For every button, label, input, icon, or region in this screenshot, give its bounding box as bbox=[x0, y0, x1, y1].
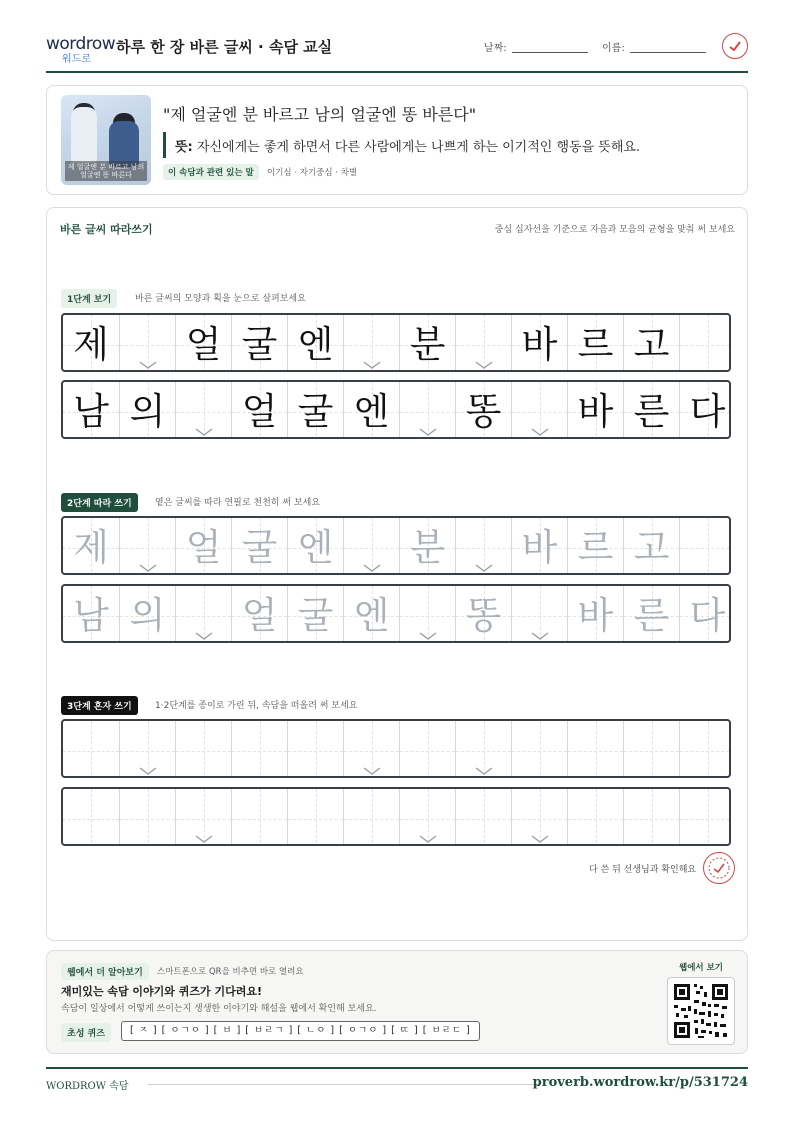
guide-line-horizontal bbox=[456, 819, 511, 820]
grid-character: 엔 bbox=[297, 526, 334, 569]
space-mark-icon bbox=[531, 835, 549, 844]
grid-cell[interactable] bbox=[399, 586, 455, 643]
grid-cell[interactable] bbox=[511, 789, 567, 846]
trace-row-2[interactable] bbox=[61, 584, 731, 643]
guide-line-horizontal bbox=[680, 751, 731, 752]
space-mark-icon bbox=[419, 632, 437, 641]
date-label: 날짜: bbox=[484, 43, 507, 54]
grid-cell[interactable] bbox=[343, 586, 399, 643]
grid-cell[interactable] bbox=[455, 721, 511, 778]
guide-line-horizontal bbox=[344, 751, 399, 752]
view-row-2 bbox=[61, 380, 731, 439]
guide-line-horizontal bbox=[456, 548, 511, 549]
grid-cell[interactable] bbox=[399, 721, 455, 778]
guide-line-horizontal bbox=[344, 548, 399, 549]
grid-cell bbox=[455, 315, 511, 372]
grid-character: 엔 bbox=[353, 594, 390, 637]
grid-cell bbox=[343, 315, 399, 372]
grid-character: 의 bbox=[129, 594, 166, 637]
grid-character: 엔 bbox=[297, 323, 334, 366]
guide-line-horizontal bbox=[680, 819, 731, 820]
grid-cell[interactable] bbox=[63, 586, 119, 643]
check-stamp-icon bbox=[722, 33, 748, 59]
guide-line-horizontal bbox=[176, 751, 231, 752]
guide-line-vertical bbox=[708, 721, 709, 778]
grid-character: 르 bbox=[577, 323, 614, 366]
footer-brand: WORDROW 속담 bbox=[46, 1081, 129, 1092]
footer-line bbox=[148, 1084, 540, 1085]
guide-line-vertical bbox=[708, 518, 709, 575]
guide-line-vertical bbox=[260, 721, 261, 778]
grid-cell bbox=[567, 315, 623, 372]
web-tag: 웹에서 더 알아보기 bbox=[61, 963, 149, 980]
guide-line-vertical bbox=[708, 315, 709, 372]
grid-character: 엔 bbox=[353, 390, 390, 433]
grid-cell[interactable] bbox=[623, 518, 679, 575]
guide-line-horizontal bbox=[120, 548, 175, 549]
grid-character: 남 bbox=[73, 390, 109, 433]
proverb-card bbox=[46, 85, 748, 195]
space-mark-icon bbox=[363, 767, 381, 776]
web-info-box bbox=[46, 950, 748, 1054]
guide-line-vertical bbox=[316, 721, 317, 778]
guide-line-horizontal bbox=[680, 548, 731, 549]
guide-line-horizontal bbox=[120, 345, 175, 346]
grid-character: 고 bbox=[633, 526, 670, 569]
space-mark-icon bbox=[139, 767, 157, 776]
grid-cell[interactable] bbox=[287, 721, 343, 778]
grid-cell bbox=[287, 315, 343, 372]
guide-line-vertical bbox=[708, 789, 709, 846]
space-mark-icon bbox=[475, 564, 493, 573]
practice-title: 바른 글씨 따라쓰기 bbox=[60, 223, 153, 236]
guide-line-vertical bbox=[260, 789, 261, 846]
grid-cell[interactable] bbox=[231, 721, 287, 778]
guide-line-horizontal bbox=[63, 751, 119, 752]
grid-character: 굴 bbox=[241, 526, 278, 569]
meaning-label: 뜻: bbox=[175, 140, 193, 155]
guide-line-vertical bbox=[91, 721, 92, 778]
grid-cell[interactable] bbox=[511, 586, 567, 643]
grid-cell bbox=[175, 315, 231, 372]
meaning-accent-bar bbox=[163, 132, 166, 158]
space-mark-icon bbox=[139, 361, 157, 370]
guide-line-horizontal bbox=[344, 819, 399, 820]
guide-line-vertical bbox=[652, 789, 653, 846]
grid-character: 똥 bbox=[465, 594, 502, 637]
grid-cell[interactable] bbox=[231, 789, 287, 846]
logo-wordmark: wordrow bbox=[46, 34, 116, 54]
web-description: 속담이 일상에서 어떻게 쓰이는지 생생한 이야기와 해설을 웹에서 확인해 보세요. bbox=[61, 1004, 377, 1014]
grid-cell[interactable] bbox=[623, 586, 679, 643]
guide-line-horizontal bbox=[344, 345, 399, 346]
grid-character: 제 bbox=[73, 323, 109, 366]
grid-cell bbox=[511, 382, 567, 439]
grid-cell[interactable] bbox=[119, 789, 175, 846]
qr-hint: 스마트폰으로 QR을 비추면 바로 열려요 bbox=[157, 967, 304, 977]
guide-line-vertical bbox=[596, 789, 597, 846]
illustration-caption: 제 얼굴엔 분 바르고 남의 얼굴엔 똥 바른다 bbox=[65, 161, 147, 181]
grid-character: 얼 bbox=[241, 594, 278, 637]
grid-character: 얼 bbox=[241, 390, 278, 433]
grid-cell[interactable] bbox=[679, 721, 731, 778]
date-field[interactable] bbox=[512, 52, 588, 53]
guide-line-horizontal bbox=[568, 751, 623, 752]
name-field[interactable] bbox=[630, 52, 706, 53]
grid-cell bbox=[175, 382, 231, 439]
meaning-text: 자신에게는 좋게 하면서 다른 사람에게는 나쁘게 하는 이기적인 행동을 뜻해요. bbox=[196, 140, 641, 155]
guide-line-horizontal bbox=[512, 412, 567, 413]
grid-cell bbox=[231, 382, 287, 439]
grid-cell[interactable] bbox=[679, 586, 731, 643]
grid-cell[interactable] bbox=[175, 518, 231, 575]
space-mark-icon bbox=[363, 361, 381, 370]
trace-row-1[interactable] bbox=[61, 516, 731, 575]
grid-character: 굴 bbox=[297, 594, 334, 637]
grid-cell[interactable] bbox=[231, 518, 287, 575]
step2-desc: 옅은 글씨를 따라 연필로 천천히 써 보세요 bbox=[155, 498, 320, 508]
guide-line-vertical bbox=[91, 789, 92, 846]
grid-cell[interactable] bbox=[567, 721, 623, 778]
grid-cell[interactable] bbox=[119, 586, 175, 643]
qr-label: 웹에서 보기 bbox=[679, 963, 724, 973]
grid-cell[interactable] bbox=[119, 518, 175, 575]
related-label: 이 속담과 관련 있는 말 bbox=[163, 164, 259, 180]
guide-line-horizontal bbox=[176, 412, 231, 413]
grid-cell[interactable] bbox=[343, 789, 399, 846]
space-mark-icon bbox=[195, 428, 213, 437]
guide-line-horizontal bbox=[120, 751, 175, 752]
space-mark-icon bbox=[419, 428, 437, 437]
grid-cell bbox=[679, 382, 731, 439]
view-row-1 bbox=[61, 313, 731, 372]
grid-character: 바 bbox=[521, 526, 558, 569]
grid-character: 분 bbox=[409, 323, 446, 366]
grid-cell[interactable] bbox=[231, 586, 287, 643]
grid-character: 다 bbox=[689, 390, 726, 433]
guide-line-horizontal bbox=[176, 616, 231, 617]
space-mark-icon bbox=[531, 428, 549, 437]
practice-guide: 중심 십자선을 기준으로 자음과 모음의 균형을 맞춰 써 보세요 bbox=[494, 225, 735, 235]
grid-cell[interactable] bbox=[175, 721, 231, 778]
guide-line-horizontal bbox=[400, 819, 455, 820]
guide-line-vertical bbox=[372, 789, 373, 846]
guide-line-horizontal bbox=[176, 819, 231, 820]
page-header bbox=[46, 30, 748, 70]
guide-line-vertical bbox=[204, 721, 205, 778]
space-mark-icon bbox=[139, 564, 157, 573]
grid-character: 르 bbox=[577, 526, 614, 569]
grid-cell bbox=[231, 315, 287, 372]
step2-tag: 2단계 따라 쓰기 bbox=[61, 493, 138, 512]
write-row-2[interactable] bbox=[61, 787, 731, 846]
grid-cell[interactable] bbox=[175, 586, 231, 643]
guide-line-horizontal bbox=[232, 819, 287, 820]
grid-cell[interactable] bbox=[119, 721, 175, 778]
grid-character: 굴 bbox=[297, 390, 334, 433]
grid-cell[interactable] bbox=[63, 789, 119, 846]
guide-line-vertical bbox=[148, 789, 149, 846]
grid-cell bbox=[343, 382, 399, 439]
guide-line-horizontal bbox=[63, 819, 119, 820]
grid-cell bbox=[623, 315, 679, 372]
related-words: 이기심 · 자기중심 · 차별 bbox=[267, 168, 358, 178]
guide-line-vertical bbox=[316, 789, 317, 846]
grid-cell bbox=[287, 382, 343, 439]
grid-character: 굴 bbox=[241, 323, 278, 366]
grid-cell bbox=[63, 315, 119, 372]
grid-character: 분 bbox=[409, 526, 446, 569]
qr-code-icon[interactable] bbox=[667, 977, 735, 1045]
quiz-label: 초성 퀴즈 bbox=[61, 1023, 111, 1042]
space-mark-icon bbox=[531, 632, 549, 641]
grid-character: 똥 bbox=[465, 390, 502, 433]
grid-cell bbox=[679, 315, 731, 372]
step1-desc: 바른 글씨의 모양과 획을 눈으로 살펴보세요 bbox=[135, 294, 306, 304]
guide-line-horizontal bbox=[512, 616, 567, 617]
guide-line-horizontal bbox=[624, 819, 679, 820]
space-mark-icon bbox=[195, 632, 213, 641]
grid-cell[interactable] bbox=[343, 518, 399, 575]
grid-cell[interactable] bbox=[455, 789, 511, 846]
step3-tag: 3단계 혼자 쓰기 bbox=[61, 696, 138, 715]
grid-character: 제 bbox=[73, 526, 109, 569]
grid-cell[interactable] bbox=[399, 789, 455, 846]
name-label: 이름: bbox=[602, 43, 625, 54]
space-mark-icon bbox=[475, 767, 493, 776]
grid-cell[interactable] bbox=[399, 518, 455, 575]
guide-line-horizontal bbox=[288, 751, 343, 752]
proverb-meaning bbox=[175, 136, 640, 155]
grid-cell[interactable] bbox=[567, 789, 623, 846]
grid-character: 른 bbox=[633, 390, 670, 433]
grid-cell bbox=[567, 382, 623, 439]
guide-line-horizontal bbox=[456, 345, 511, 346]
grid-character: 얼 bbox=[185, 323, 222, 366]
grid-character: 남 bbox=[73, 594, 109, 637]
page-title: 하루 한 장 바른 글씨 · 속담 교실 bbox=[116, 38, 333, 56]
grid-character: 바 bbox=[577, 594, 614, 637]
grid-cell[interactable] bbox=[175, 789, 231, 846]
guide-line-horizontal bbox=[232, 751, 287, 752]
guide-line-horizontal bbox=[512, 751, 567, 752]
grid-character: 고 bbox=[633, 323, 670, 366]
practice-panel bbox=[46, 207, 748, 941]
guide-line-horizontal bbox=[400, 616, 455, 617]
guide-line-vertical bbox=[652, 721, 653, 778]
guide-line-horizontal bbox=[568, 819, 623, 820]
grid-cell bbox=[63, 382, 119, 439]
grid-cell bbox=[399, 382, 455, 439]
guide-line-vertical bbox=[596, 721, 597, 778]
grid-character: 다 bbox=[689, 594, 726, 637]
footer-divider bbox=[46, 1067, 748, 1069]
grid-cell[interactable] bbox=[511, 721, 567, 778]
grid-cell[interactable] bbox=[287, 518, 343, 575]
grid-cell[interactable] bbox=[455, 586, 511, 643]
guide-line-horizontal bbox=[288, 819, 343, 820]
space-mark-icon bbox=[475, 361, 493, 370]
grid-cell bbox=[399, 315, 455, 372]
grid-cell[interactable] bbox=[623, 721, 679, 778]
grid-cell[interactable] bbox=[287, 586, 343, 643]
grid-cell[interactable] bbox=[63, 518, 119, 575]
grid-cell[interactable] bbox=[623, 789, 679, 846]
chosung-quiz: [ ㅈ ] [ ㅇㄱㅇ ] [ ㅂ ] [ ㅂㄹㄱ ] [ ㄴㅇ ] [ ㅇㄱㅇ ] [ ㄸ ] [ ㅂㄹㄷ ] bbox=[121, 1021, 480, 1041]
logo-korean: 워드로 bbox=[62, 54, 91, 65]
grid-cell[interactable] bbox=[63, 721, 119, 778]
guide-line-horizontal bbox=[400, 412, 455, 413]
guide-line-horizontal bbox=[512, 819, 567, 820]
grid-cell bbox=[119, 315, 175, 372]
teacher-check-text: 다 쓴 뒤 선생님과 확인해요 bbox=[589, 865, 697, 875]
grid-cell[interactable] bbox=[343, 721, 399, 778]
guide-line-vertical bbox=[540, 721, 541, 778]
step1-tag: 1단계 보기 bbox=[61, 289, 117, 308]
guide-line-horizontal bbox=[680, 345, 731, 346]
proverb-quote: "제 얼굴엔 분 바르고 남의 얼굴엔 똥 바른다" bbox=[163, 105, 477, 124]
guide-line-horizontal bbox=[120, 819, 175, 820]
guide-line-vertical bbox=[428, 721, 429, 778]
space-mark-icon bbox=[363, 564, 381, 573]
grid-cell[interactable] bbox=[511, 518, 567, 575]
space-mark-icon bbox=[419, 835, 437, 844]
grid-cell bbox=[623, 382, 679, 439]
grid-character: 바 bbox=[521, 323, 558, 366]
good-job-stamp-icon bbox=[703, 852, 735, 884]
grid-cell[interactable] bbox=[567, 586, 623, 643]
guide-line-horizontal bbox=[400, 751, 455, 752]
grid-cell[interactable] bbox=[679, 789, 731, 846]
grid-cell[interactable] bbox=[679, 518, 731, 575]
grid-cell[interactable] bbox=[287, 789, 343, 846]
grid-character: 바 bbox=[577, 390, 614, 433]
grid-cell bbox=[455, 382, 511, 439]
grid-cell bbox=[511, 315, 567, 372]
grid-cell bbox=[119, 382, 175, 439]
step3-desc: 1·2단계를 종이로 가린 뒤, 속담을 떠올려 써 보세요 bbox=[155, 701, 358, 711]
header-divider bbox=[46, 71, 748, 73]
grid-character: 얼 bbox=[185, 526, 222, 569]
guide-line-horizontal bbox=[456, 751, 511, 752]
grid-cell[interactable] bbox=[567, 518, 623, 575]
guide-line-horizontal bbox=[624, 751, 679, 752]
footer-url[interactable]: proverb.wordrow.kr/p/531724 bbox=[532, 1075, 748, 1090]
grid-cell[interactable] bbox=[455, 518, 511, 575]
proverb-illustration bbox=[61, 95, 151, 185]
grid-character: 른 bbox=[633, 594, 670, 637]
web-headline: 재미있는 속담 이야기와 퀴즈가 기다려요! bbox=[61, 985, 262, 998]
grid-character: 의 bbox=[129, 390, 166, 433]
write-row-1[interactable] bbox=[61, 719, 731, 778]
guide-line-vertical bbox=[484, 789, 485, 846]
space-mark-icon bbox=[195, 835, 213, 844]
